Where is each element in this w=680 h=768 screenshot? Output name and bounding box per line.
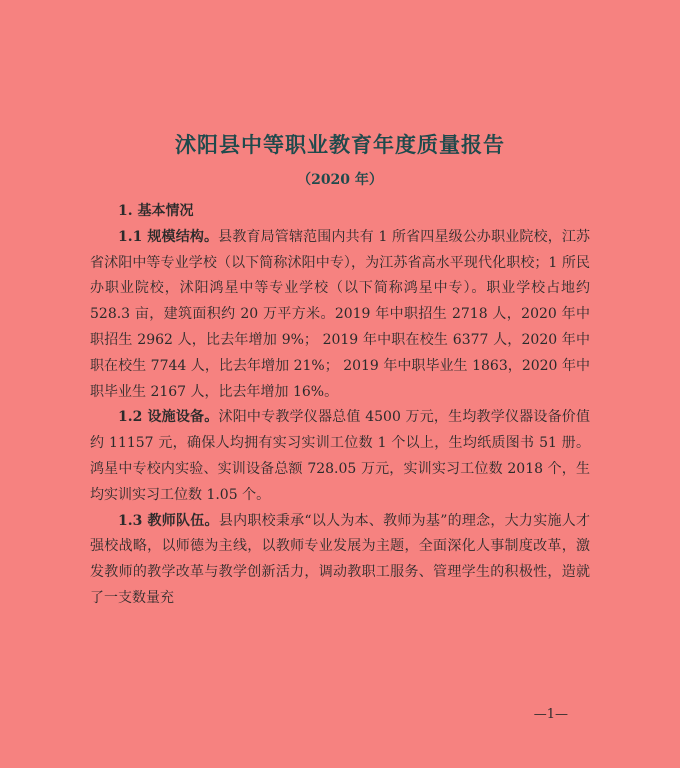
- document-title: 沭阳县中等职业教育年度质量报告: [175, 132, 505, 157]
- paragraph-lead: 1.1 规模结构。: [118, 228, 219, 245]
- paragraph-scale-structure: [90, 225, 590, 406]
- paragraph-text: 沭阳中专教学仪器总值 4500 万元，生均教学仪器设备价值约 11157 元，确保人均拥有实习实训工位数 1 个以上，生均纸质图书 51 册。鸿星中专校内实验、实训设备总额 728.05 万元，实训实习工位数 2018 个，生均实训实习工位数 1.05 个。: [90, 409, 590, 503]
- section-heading: 1. 基本情况: [118, 203, 194, 219]
- paragraph-lead: 1.3 教师队伍。: [118, 512, 219, 529]
- paragraph-facilities: [90, 405, 590, 508]
- paragraph-lead: 1.2 设施设备。: [118, 409, 219, 426]
- paragraph-text: 县内职校秉承“以人为本、教师为基”的理念，大力实施人才强校战略，以师德为主线，以教师专业发展为主题，全面深化人事制度改革，激发教师的教学改革与教学创新活力，调动教职工服务、管理学生的积极性，造就了一支数量充: [90, 512, 590, 606]
- paragraph-text: 县教育局管辖范围内共有 1 所省四星级公办职业院校，江苏省沭阳中等专业学校（以下简称沭阳中专），为江苏省高水平现代化职校；1 所民办职业院校，沭阳鸿星中等专业学校（以下简称鸿星中专）。职业学校占地约 528.3 亩，建筑面积约 20 万平方米。2019 年中职招生 2718 人，2020 年中职招生 2962 人，比去年增加 9%； 2019 年中职在校生 6377 人，2020 年中职在校生 7744 人，比去年增加 21%； 2019 年中职毕业生 1863，2020 年中职毕业生 2167 人，比去年增加 16%。: [90, 228, 591, 400]
- page-number: —1—: [533, 707, 568, 722]
- document-body: [90, 199, 590, 612]
- document-subtitle: （2020 年）: [297, 172, 383, 188]
- paragraph-teachers: [90, 509, 590, 612]
